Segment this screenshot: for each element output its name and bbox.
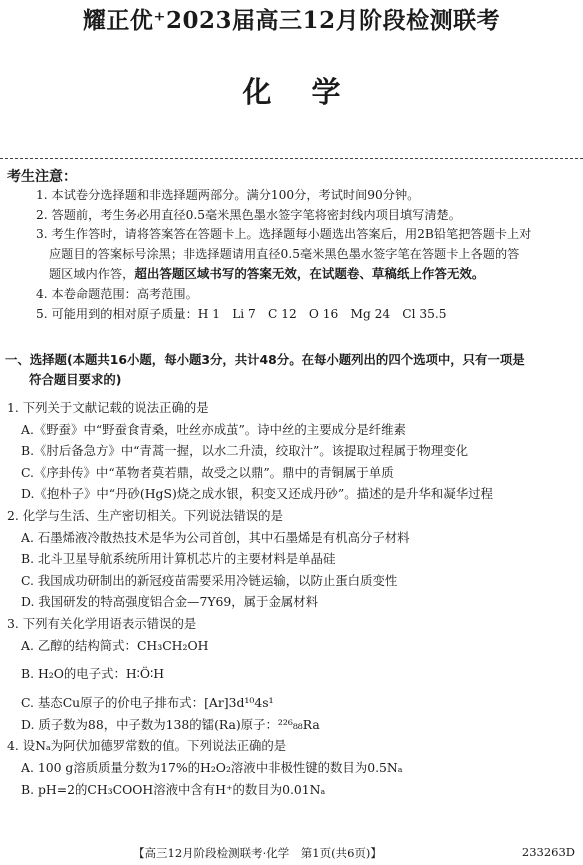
question-stem: 4. 设Nₐ为阿伏加德罗常数的值。下列说法正确的是 <box>7 738 287 754</box>
notice-item-continued <box>36 264 576 285</box>
question-option: A. 乙醇的结构简式：CH₃CH₂OH <box>21 637 209 653</box>
question-option: A. 100 g溶质质量分数为17%的H₂O₂溶液中非极性键的数目为0.5Nₐ <box>21 759 403 775</box>
question-option: D. 质子数为88，中子数为138的镭(Ra)原子：²²⁶₈₈Ra <box>21 716 320 732</box>
question-option: D.《抱朴子》中“丹砂(HgS)烧之成水银，积变又还成丹砂”。描述的是升华和凝华过程 <box>21 486 493 502</box>
question-option: C. 我国成功研制出的新冠疫苗需要采用冷链运输，以防止蛋白质变性 <box>21 572 398 588</box>
notice-list <box>36 186 576 324</box>
question-list <box>7 397 579 800</box>
question-option: B.《肘后备急方》中“青蒿一握，以水二升渍，绞取汁”。该提取过程属于物理变化 <box>21 443 468 459</box>
notice-item: 1. 本试卷分选择题和非选择题两部分。满分100分，考试时间90分钟。 <box>36 188 420 202</box>
footer-page-info: 【高三12月阶段检测联考·化学 第1页(共6页)】 <box>133 846 382 860</box>
question-option: D. 我国研发的特高强度铝合金—7Y69，属于金属材料 <box>21 594 319 610</box>
question-option: A.《野蚕》中“野蚕食青桑，吐丝亦成茧”。诗中丝的主要成分是纤维素 <box>21 421 406 437</box>
seal-line-divider <box>0 158 583 159</box>
notice-item: 3. 考生作答时，请将答案答在答题卡上。选择题每小题选出答案后，用2B铅笔把答题卡上对 <box>36 227 532 242</box>
section-heading <box>5 350 580 390</box>
subject-title: 化学 <box>242 75 381 109</box>
question-option: B. 北斗卫星导航系统所用计算机芯片的主要材料是单晶硅 <box>21 551 336 567</box>
section-heading-line: 符合题目要求的) <box>29 372 122 387</box>
notice-item-continued: 应题目的答案标号涂黑；非选择题请用直径0.5毫米黑色墨水签字笔在答题卡上各题的答 <box>49 246 520 261</box>
question-stem: 1. 下列关于文献记载的说法正确的是 <box>7 400 209 415</box>
question-option: C.《序卦传》中“革物者莫若鼎，故受之以鼎”。鼎中的青铜属于单质 <box>21 464 394 480</box>
notice-heading: 考生注意： <box>7 169 77 185</box>
question-option: B. H₂O的电子式：H∶Ö∶H <box>21 666 165 682</box>
question-stem: 2. 化学与生活、生产密切相关。下列说法错误的是 <box>7 507 283 523</box>
notice-item: 5. 可能用到的相对原子质量：H 1 Li 7 C 12 O 16 Mg 24 Cl 35.5 <box>36 306 447 321</box>
question-option: C. 基态Cu原子的价电子排布式：[Ar]3d¹⁰4s¹ <box>21 695 274 711</box>
question-stem: 3. 下列有关化学用语表示错误的是 <box>7 615 197 631</box>
notice-item: 2. 答题前，考生务必用直径0.5毫米黑色墨水签字笔将密封线内项目填写清楚。 <box>36 207 461 222</box>
question-option: B. pH=2的CH₃COOH溶液中含有H⁺的数目为0.01Nₐ <box>21 781 326 797</box>
question-option: A. 石墨烯液冷散热技术是华为公司首创，其中石墨烯是有机高分子材料 <box>21 529 410 545</box>
footer-exam-code: 233263D <box>521 845 575 859</box>
exam-title: 耀正优⁺2023届高三12月阶段检测联考 <box>82 7 501 34</box>
notice-text: 题区域内作答， <box>49 267 135 282</box>
section-heading-line: 一、选择题(本题共16小题，每小题3分，共计48分。在每小题列出的四个选项中，只有一项是 <box>5 352 525 367</box>
notice-item: 4. 本卷命题范围：高考范围。 <box>36 286 198 301</box>
notice-emphasis: 超出答题区域书写的答案无效，在试题卷、草稿纸上作答无效。 <box>134 266 485 282</box>
